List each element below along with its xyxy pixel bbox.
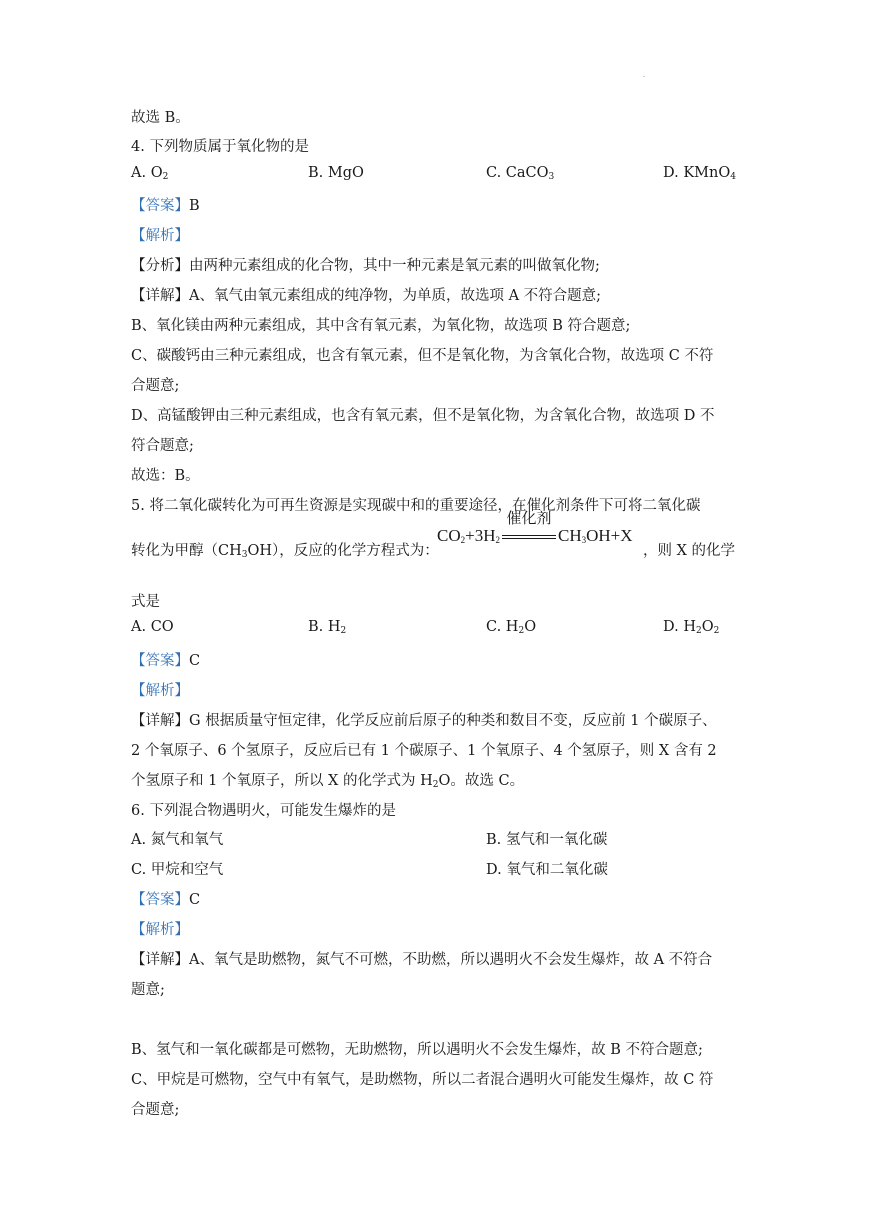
- q6-option-b: B. 氢气和一氧化碳: [486, 832, 608, 848]
- text-line: D、高锰酸钾由三种元素组成，也含有氧元素，但不是氧化物，为含氧化合物，故选项 D 不: [131, 408, 715, 424]
- q4-xiangjie: 【详解】A、氧气由氧元素组成的纯净物，为单质，故选项 A 不符合题意;: [131, 288, 602, 304]
- q6-option-c: C. 甲烷和空气: [131, 862, 224, 878]
- text-line: C、甲烷是可燃物，空气中有氧气，是助燃物，所以二者混合遇明火可能发生爆炸，故 C 符: [131, 1072, 714, 1088]
- q6-option-d: D. 氧气和二氧化碳: [486, 862, 608, 878]
- text-line: 题意;: [131, 982, 165, 998]
- catalyst-label: 催化剂: [506, 509, 552, 528]
- text-line: 式是: [131, 594, 160, 610]
- q4-option-c: C. CaCO$_3$: [486, 165, 555, 182]
- reaction-arrow: [502, 509, 556, 547]
- q4-option-a: A. $O_2$: [131, 165, 169, 182]
- text-line: 故选 B。: [131, 110, 190, 126]
- q5-analysis-heading: 【解析】: [131, 683, 189, 699]
- text-line: C、碳酸钙由三种元素组成，也含有氧元素，但不是氧化物，为含氧化合物，故选项 C 不符: [131, 348, 714, 364]
- question-5-stem: 5. 将二氧化碳转化为可再生资源是实现碳中和的重要途径，在催化剂条件下可将二氧化碳: [131, 498, 701, 514]
- q4-analysis-heading: 【解析】: [131, 228, 189, 244]
- text-line: 符合题意;: [131, 438, 194, 454]
- chemical-equation: $CO_2+3H_2$ 催化剂 $CH_3OH+X$: [437, 526, 633, 547]
- q5-answer: 【答案】C: [131, 653, 201, 669]
- text-line: 2 个氧原子、6 个氢原子，反应后已有 1 个碳原子、1 个氧原子、4 个氢原子，则 X 含有 2: [131, 743, 717, 759]
- text-line: 个氢原子和 1 个氧原子，所以 X 的化学式为 $H_2O$。故选 C。: [131, 773, 525, 790]
- text-line: 合题意;: [131, 378, 180, 394]
- q5-option-d: D. $H_2O_2$: [663, 619, 720, 636]
- q4-option-b: B. MgO: [308, 165, 364, 181]
- text-line: 故选：B。: [131, 468, 200, 484]
- q5-option-a: A. CO: [131, 619, 174, 635]
- text-line: B、氧化镁由两种元素组成，其中含有氧元素，为氧化物，故选项 B 符合题意;: [131, 318, 631, 334]
- q4-option-d: D. KMnO$_4$: [663, 165, 736, 182]
- q6-xiangjie: 【详解】A、氧气是助燃物，氮气不可燃，不助燃，所以遇明火不会发生爆炸，故 A 不符合: [131, 952, 713, 968]
- q4-fenxi: 【分析】由两种元素组成的化合物，其中一种元素是氧元素的叫做氧化物;: [131, 258, 600, 274]
- question-6-stem: 6. 下列混合物遇明火，可能发生爆炸的是: [131, 803, 396, 819]
- q5-option-c: C. $H_2O$: [486, 619, 537, 636]
- header-mark: ·: [643, 74, 645, 81]
- question-5-line2: 转化为甲醇$(CH_3OH)$，反应的化学方程式为：: [131, 543, 439, 560]
- q6-analysis-heading: 【解析】: [131, 922, 189, 938]
- q6-answer: 【答案】C: [131, 892, 201, 908]
- text-line: 合题意;: [131, 1102, 180, 1118]
- question-4-stem: 4. 下列物质属于氧化物的是: [131, 139, 309, 155]
- question-5-line2-tail: ，则 X 的化学: [643, 543, 736, 559]
- text-line: B、氢气和一氧化碳都是可燃物，无助燃物，所以遇明火不会发生爆炸，故 B 不符合题意;: [131, 1042, 703, 1058]
- q5-xiangjie: 【详解】G 根据质量守恒定律，化学反应前后原子的种类和数目不变，反应前 1 个碳原子、: [131, 713, 717, 729]
- q5-option-b: B. $H_2$: [308, 619, 347, 636]
- q6-option-a: A. 氮气和氧气: [131, 832, 224, 848]
- q4-answer: 【答案】B: [131, 198, 200, 214]
